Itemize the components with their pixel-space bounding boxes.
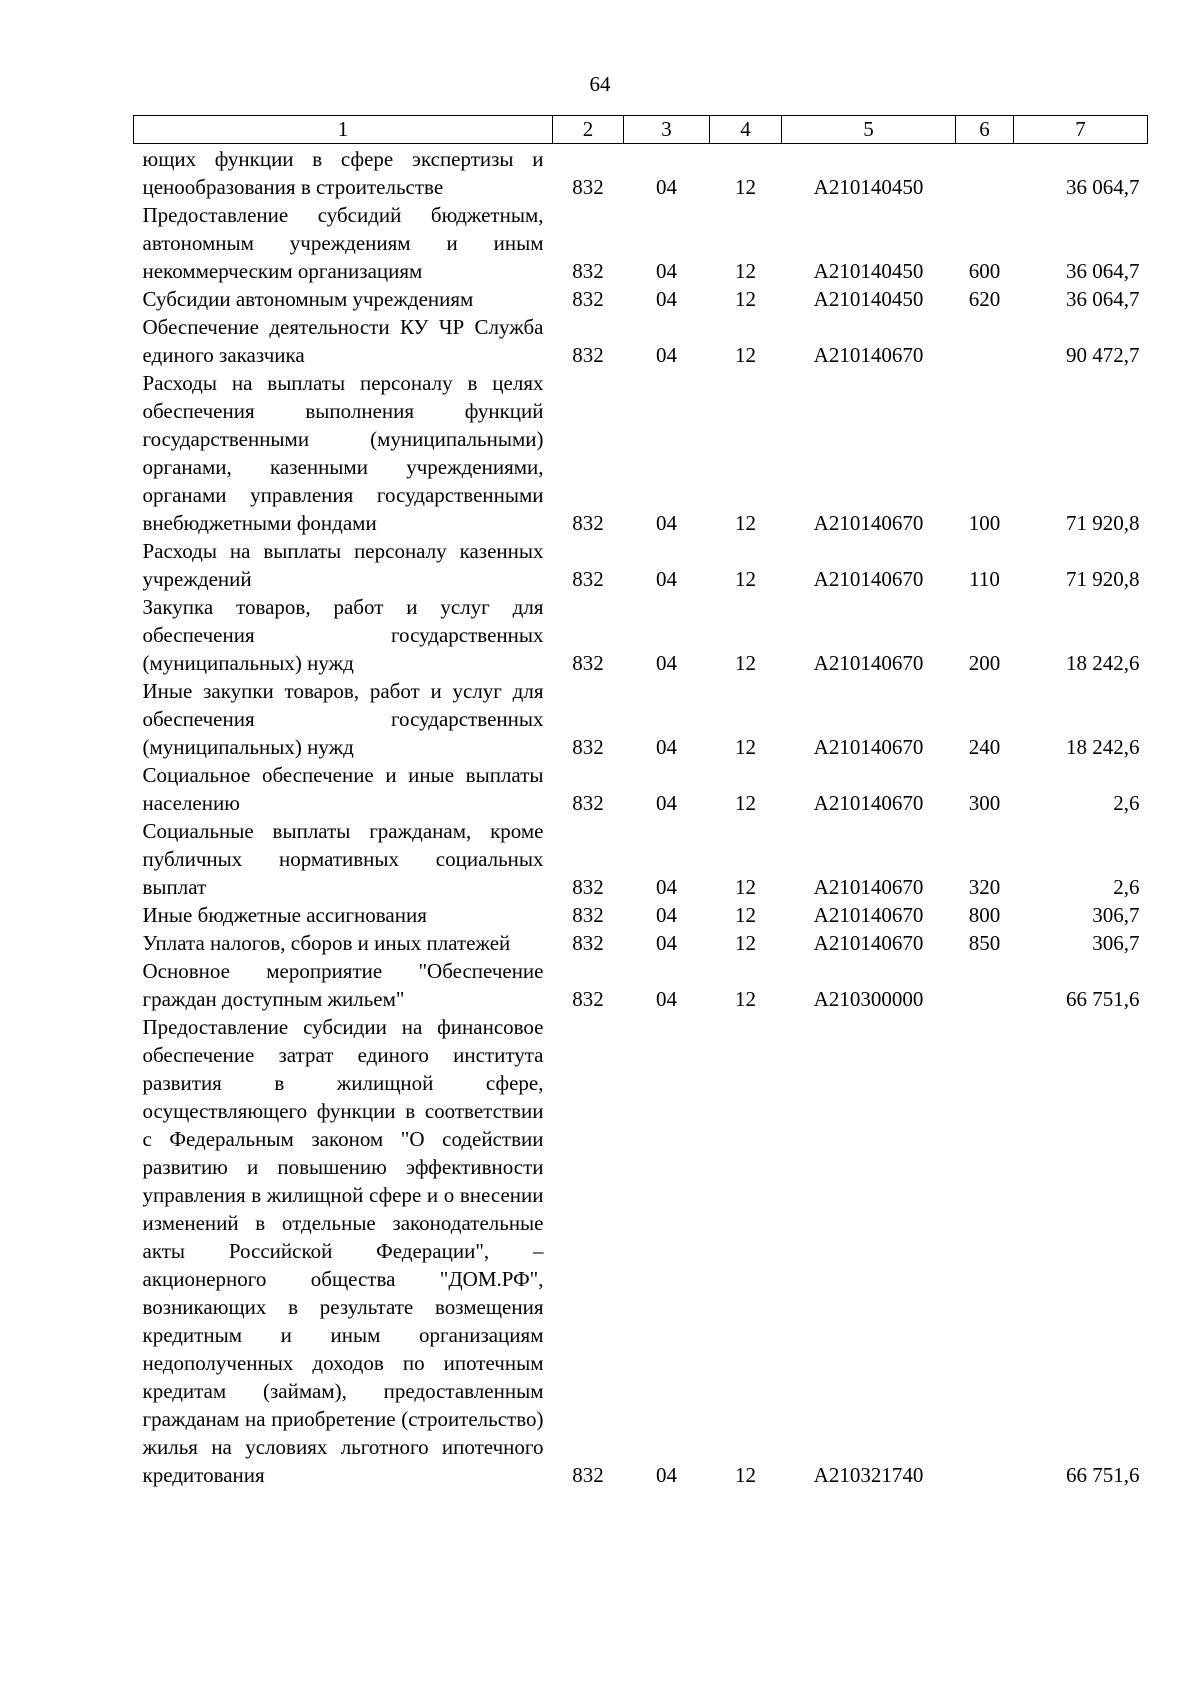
row-col-5: А210300000 bbox=[813, 987, 924, 1011]
row-col-6 bbox=[956, 957, 1014, 1013]
row-col-5: А210140670 bbox=[813, 903, 924, 927]
row-col-7: 66 751,6 bbox=[1066, 987, 1140, 1011]
row-col-3: 04 bbox=[656, 931, 677, 955]
row-col-5: А210321740 bbox=[813, 1463, 924, 1487]
row-col-7: 90 472,7 bbox=[1066, 343, 1140, 367]
row-col-6: 620 bbox=[968, 287, 1001, 311]
row-col-5: А210140670 bbox=[813, 343, 924, 367]
row-col-3: 04 bbox=[656, 259, 677, 283]
row-col-3: 04 bbox=[656, 287, 677, 311]
row-col-5: А210140670 bbox=[813, 511, 924, 535]
row-name: ющих функции в сфере экспертизы и ценообразования в строительстве bbox=[142, 147, 544, 199]
row-col-5: А210140670 bbox=[813, 791, 924, 815]
row-col-5: А210140670 bbox=[813, 735, 924, 759]
table-row bbox=[134, 957, 1148, 1013]
row-col-6: 300 bbox=[968, 791, 1001, 815]
row-col-3: 04 bbox=[656, 651, 677, 675]
row-col-3: 04 bbox=[656, 567, 677, 591]
row-col-3: 04 bbox=[656, 735, 677, 759]
table-row bbox=[134, 285, 1148, 313]
table-row bbox=[134, 929, 1148, 957]
row-col-6: 240 bbox=[968, 735, 1001, 759]
row-col-6: 110 bbox=[969, 567, 1000, 591]
row-col-3: 04 bbox=[656, 1463, 677, 1487]
row-col-4: 12 bbox=[735, 735, 756, 759]
row-col-3: 04 bbox=[656, 875, 677, 899]
row-col-5: А210140670 bbox=[813, 875, 924, 899]
row-col-3: 04 bbox=[656, 175, 677, 199]
table-row bbox=[134, 901, 1148, 929]
row-col-5: А210140670 bbox=[813, 931, 924, 955]
row-col-6: 100 bbox=[968, 511, 1001, 535]
row-col-4: 12 bbox=[735, 175, 756, 199]
row-name: Субсидии автономным учреждениям bbox=[142, 287, 474, 311]
row-col-7: 306,7 bbox=[1092, 903, 1140, 927]
row-col-3: 04 bbox=[656, 343, 677, 367]
column-header-6: 6 bbox=[956, 116, 1014, 144]
row-name: Расходы на выплаты персоналу казенных учреждений bbox=[142, 539, 544, 591]
row-col-6 bbox=[956, 144, 1014, 202]
row-name: Уплата налогов, сборов и иных платежей bbox=[142, 931, 511, 955]
page-number: 64 bbox=[589, 72, 611, 96]
row-name: Предоставление субсидий бюджетным, автономным учреждениям и иным некоммерческим организациям bbox=[142, 203, 544, 283]
row-col-4: 12 bbox=[735, 259, 756, 283]
row-col-2: 832 bbox=[572, 651, 604, 675]
row-col-7: 2,6 bbox=[1113, 875, 1140, 899]
row-col-4: 12 bbox=[735, 651, 756, 675]
row-col-6: 800 bbox=[968, 903, 1001, 927]
row-col-5: А210140450 bbox=[813, 287, 924, 311]
row-col-3: 04 bbox=[656, 987, 677, 1011]
row-name: Расходы на выплаты персоналу в целях обеспечения выполнения функций государственными (муниципальными) органами, казенными учреждениями, органами управления государственными внебюджетными фондами bbox=[142, 371, 544, 535]
row-col-4: 12 bbox=[735, 287, 756, 311]
row-name: Иные закупки товаров, работ и услуг для обеспечения государственных (муниципальных) нужд bbox=[142, 679, 544, 759]
row-col-7: 18 242,6 bbox=[1066, 651, 1140, 675]
row-name: Социальные выплаты гражданам, кроме публичных нормативных социальных выплат bbox=[142, 819, 544, 899]
row-name: Закупка товаров, работ и услуг для обеспечения государственных (муниципальных) нужд bbox=[142, 595, 544, 675]
row-col-4: 12 bbox=[735, 1463, 756, 1487]
column-header-4: 4 bbox=[710, 116, 782, 144]
table-row bbox=[134, 144, 1148, 202]
row-col-4: 12 bbox=[735, 791, 756, 815]
table-row bbox=[134, 369, 1148, 537]
row-col-6: 850 bbox=[968, 931, 1001, 955]
column-header-2: 2 bbox=[553, 116, 624, 144]
row-col-4: 12 bbox=[735, 511, 756, 535]
row-col-4: 12 bbox=[735, 875, 756, 899]
row-col-6 bbox=[956, 313, 1014, 369]
row-col-7: 36 064,7 bbox=[1066, 175, 1140, 199]
row-col-5: А210140450 bbox=[813, 259, 924, 283]
row-name: Обеспечение деятельности КУ ЧР Служба единого заказчика bbox=[142, 315, 544, 367]
row-name: Социальное обеспечение и иные выплаты населению bbox=[142, 763, 544, 815]
row-col-3: 04 bbox=[656, 511, 677, 535]
row-col-2: 832 bbox=[572, 735, 604, 759]
row-col-4: 12 bbox=[735, 343, 756, 367]
table-row bbox=[134, 593, 1148, 677]
row-col-5: А210140450 bbox=[813, 175, 924, 199]
header-row bbox=[134, 116, 1148, 144]
row-col-7: 36 064,7 bbox=[1066, 259, 1140, 283]
row-name: Иные бюджетные ассигнования bbox=[142, 903, 427, 927]
row-col-6 bbox=[956, 1013, 1014, 1489]
table-row bbox=[134, 817, 1148, 901]
column-header-3: 3 bbox=[624, 116, 710, 144]
row-col-5: А210140670 bbox=[813, 651, 924, 675]
row-col-7: 71 920,8 bbox=[1066, 511, 1140, 535]
row-col-6: 600 bbox=[968, 259, 1001, 283]
row-col-5: А210140670 bbox=[813, 567, 924, 591]
row-name: Основное мероприятие "Обеспечение граждан доступным жильем" bbox=[142, 959, 544, 1011]
row-col-4: 12 bbox=[735, 987, 756, 1011]
row-col-2: 832 bbox=[572, 1463, 604, 1487]
row-col-3: 04 bbox=[656, 903, 677, 927]
row-col-2: 832 bbox=[572, 175, 604, 199]
row-col-7: 36 064,7 bbox=[1066, 287, 1140, 311]
row-col-4: 12 bbox=[735, 931, 756, 955]
row-col-2: 832 bbox=[572, 987, 604, 1011]
table-row bbox=[134, 201, 1148, 285]
column-header-1: 1 bbox=[134, 116, 553, 144]
row-col-4: 12 bbox=[735, 567, 756, 591]
row-col-2: 832 bbox=[572, 343, 604, 367]
row-col-7: 66 751,6 bbox=[1066, 1463, 1140, 1487]
row-col-2: 832 bbox=[572, 875, 604, 899]
row-col-2: 832 bbox=[572, 903, 604, 927]
row-col-2: 832 bbox=[572, 259, 604, 283]
row-col-4: 12 bbox=[735, 903, 756, 927]
column-header-5: 5 bbox=[782, 116, 956, 144]
row-col-2: 832 bbox=[572, 567, 604, 591]
row-col-3: 04 bbox=[656, 791, 677, 815]
row-col-2: 832 bbox=[572, 287, 604, 311]
table-row bbox=[134, 313, 1148, 369]
table-row bbox=[134, 677, 1148, 761]
row-name: Предоставление субсидии на финансовое обеспечение затрат единого института развития в жилищной сфере, осуществляющего функции в соответствии с Федеральным законом "О содействии развитию и повышению эффективности управления в жилищной сфере и о внесении изменений в отдельные законодательные акты Российской Федерации", – акционерного общества "ДОМ.РФ", возникающих в результате возмещения кредитным и иным организациям недополученных доходов по ипотечным кредитам (займам), предоставленным гражданам на приобретение (строительство) жилья на условиях льготного ипотечного кредитования bbox=[142, 1015, 544, 1487]
row-col-6: 320 bbox=[968, 875, 1001, 899]
row-col-7: 71 920,8 bbox=[1066, 567, 1140, 591]
table-row bbox=[134, 1013, 1148, 1489]
table-body bbox=[134, 144, 1148, 1490]
row-col-6: 200 bbox=[968, 651, 1001, 675]
budget-table bbox=[133, 115, 1148, 1489]
row-col-7: 2,6 bbox=[1113, 791, 1140, 815]
row-col-2: 832 bbox=[572, 931, 604, 955]
table-row bbox=[134, 537, 1148, 593]
row-col-2: 832 bbox=[572, 791, 604, 815]
row-col-7: 18 242,6 bbox=[1066, 735, 1140, 759]
row-col-7: 306,7 bbox=[1092, 931, 1140, 955]
column-header-7: 7 bbox=[1014, 116, 1148, 144]
table-header bbox=[134, 116, 1148, 144]
row-col-2: 832 bbox=[572, 511, 604, 535]
table-row bbox=[134, 761, 1148, 817]
